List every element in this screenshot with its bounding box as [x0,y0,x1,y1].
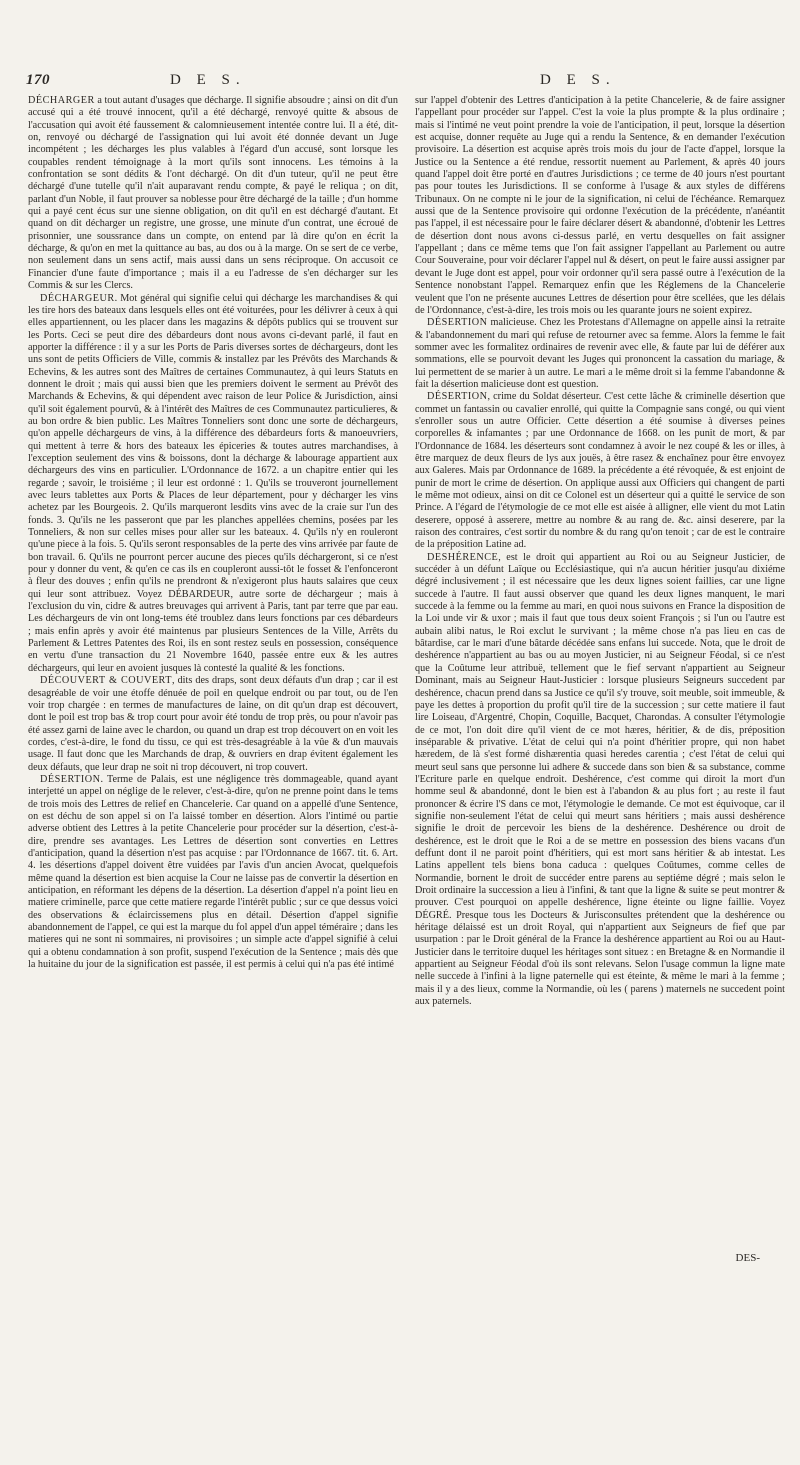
entry-text: a tout autant d'usages que décharge. Il signifie absoudre ; ainsi on dit d'un accusé qui a été trouvé innocent, qu'il a été déchargé, renvoyé quitte & absous de l'accusation qui avoit été faussement & calomnieusement intentée contre lui. Il a été, dit-on, renvoyé ou déchargé de l'assignation qui lui avoit été donnée devant un Juge incompétent ; les décharges les plus valables à l'égard d'un accusé, sont lorsque les coupables rendent témoignage à la mort qu'ils sont innocens. Les témoins à la confrontation se sont dédits & l'ont déchargé. On dit d'un tuteur, qu'il ne peut être déchargé d'une tutelle qu'il n'ait auparavant rendu compte, & payé le reliqua ; on dit, parlant d'un Noble, il faut prouver sa noblesse pour être déchargé de la taille ; d'un homme qui a payé cent écus sur une sienne obligation, on dit qu'il en est déchargé d'autant. Et quand on dit décharger un registre, une grosse, une minute d'un contrat, une écroué de prisonnier, une soussrance dans un compte, on entend par là dire qu'on en écrit la décharge, & qu'on en met la quittance au bas, au dos ou à la marge. On se sert de ce verbe, non seulement dans un sens actif, mais aussi dans un sens réciproque. On accusoit ce Financier d'une faute d'importance ; mais il a eu l'adresse de s'en décharger sur les Commis & sur les Clercs. [28,95,398,292]
dictionary-entry [28,675,398,774]
entry-text: , est le droit qui appartient au Roi ou au Seigneur Justicier, de succéder à un défunt Laïque ou Ecclésiastique, qui n'a aucun héritier jusqu'au dixiéme dégré inclusivement ; il est nécessaire que les deux lignes soient faillies, car une ligne succede à l'autre. Il faut aussi observer que quand les deux lignes manquent, le mari succede à la femme ou la femme au mari, en quoi nous suivons en France la disposition de la Loi unde vir & uxor ; mais il faut que tous deux soient François ; si l'un ou l'autre est aubain alibi natus, le Roi exclut le survivant ; la même chose n'a pas lieu en cas de bâtardise, car le mari d'une bâtarde décédée sans enfans lui succede. Nota, que le droit de deshérence n'appartient au bas ou au moyen Justicier, ni au Seigneur Féodal, si ce n'est que la Coûtume leur attribuë, tellement que le fief servant n'appartient au Seigneur Dominant, mais au Seigneur Haut-Justicier : lorsque plusieurs Seigneurs succedent par deshérence, chacun prend dans sa Justice ce qu'il s'y trouve, soit meuble, soit immeuble, & paye les dettes à proportion du profit qu'il tire de la succession ; sur cette matiere il faut lire Loiseau, d'Argentré, Chopin, Coquille, Bacquet, Charondas. A consulter l'étymologie de ce mot, l'on doit dire qu'il vient de ce mot hæres, héritier, & de dis, préposition inséparable & privative. L'état de celui qui n'a point d'héritier propre, qui non habet hæredem, de là s'est formé dishærentia quasi heredes carentia ; c'est l'état de celui qui meurt seul sans que personne lui adhere & succede dans son bien & sa substance, comme l'Ecriture parle en quelque endroit. Deshérence, c'est comme qui diroit la mort d'un homme seul & abandonné, dont le bien est à l'abandon & au plus fort ; au reste il faut prononcer & écrire l'S dans ce mot, l'étymologie le demande. Ce mot est équivoque, car il signifie non-seulement l'état de celui qui meurt sans héritiers ; mais aussi deshérence signifie le droit de percevoir les biens de la deshérence. Deshérence ou droit de deshérence, est le droit que le Roi a de se mettre en possession des biens vacans d'un deffunt dont il ne paroit point d'héritiers, qui est mort sans héritier & ab intestat. Les Latins appellent tels biens bona caduca : quelques Coûtumes, comme celles de Normandie, bornent le droit de succéder entre parens au septiéme dégré ; mais selon le Droit ordinaire la succession a lieu à l'infini, & tant que la ligne & suite se peut montrer & prouver. C'est pourquoi on appelle deshérence, ligne éteinte ou ligne faillie. Voyez DÉGRÉ. Presque tous les Docteurs & Jurisconsultes prétendent que la deshérence ou héritage délaissé est un droit Royal, qui n'appartient aux Seigneurs de fief que par usurpation : par le Droit général de la France la deshérence appartient au Roi ou au Haut-Justicier dans le territoire duquel les héritages sont situez : en Bretagne & en Normandie il appartient au Seigneur Féodal d'où ils sont relevans. Selon l'usage commun la ligne mate nelle succede à l'infini à la ligne paternelle qui est éteinte, & même le mari à la femme ; mais il y a des lieux, comme la Normandie, où les ( parens ) maternels ne succedent point aux paternels. [415,551,785,1008]
entry-headword: DÉSERTION [427,317,488,329]
entry-text: . Mot général qui signifie celui qui décharge les marchandises & qui les tire hors des bateaux dans lesquels elles ont été voiturées, pour les délivrer à ceux à qui elles appartiennent, ou les placer dans les magazins & dépôts publics qui se trouvent sur les Ports. Ceci se peut dire des débardeurs dont nous avons ci-devant parlé, il faut en apporter la différence : il y a sur les Ports de Paris diverses sortes de déchargeurs, dont les uns sont de petits Officiers de Ville, commis & installez par les Prévôts des Marchands & Echevins, & les autres sont des Maîtres de certaines Communautez, à qui leurs Statuts en donnent le droit ; mais qui aussi bien que les premiers doivent le serment au Prévôt des Marchands & Echevins, & qui dépendent avec raison de leur Police & Jurisdiction, ainsi qu'il soit également pourvû, & à l'intérêt des Maîtres de ces Communautez particulieres, & au bon ordre & bien public. Les Maîtres Tonneliers sont donc une sorte de déchargeurs, qu'on appelle déchargeurs de vins, à la différence des débardeurs forts & manoeuvriers, qui mettent à terre & hors des bateaux les épiceries & toutes autres marchandises, à l'exception seulement des vins & boissons, dont la décharge & labourage appartient aux déchargeurs des vins en particulier. L'Ordonnance de 1672. a un chapitre entier qui les regarde ; savoir, le troisiéme ; il leur est ordonné : 1. Qu'ils se trouveront journellement avec leurs tablettes aux Ports & Places de leur département, pour y décharger les vins achetez par les Bourgeois. 2. Qu'ils marqueront lesdits vins avec de la craie sur l'un des fonds. 3. Qu'ils ne les passeront que par les planches appellées chemins, posées par les Tonneliers, & non sur celles mises pour aller sur les bateaux. 4. Qu'ils n'y en rouleront qu'une piece à la fois. 5. Qu'ils seront responsables de la perte des vins arrivée par faute de bon travail. 6. Qu'ils ne pourront percer aucune des pieces qu'ils déchargeront, si ce n'est pour y donner du vent, & qu'en ce cas ils en coupleront aussi-tôt le fosset & l'enfonceront à fleur des douves ; enfin qu'ils ne prendront & n'exigeront plus hauts salaires que ceux qui leur sont attribuez. Voyez DÉBARDEUR, autre sorte de déchargeur ; mais à l'exclusion du vin, cidre & autres breuvages qui arrivent à Paris, tant par terre que par eau. Les déchargeurs de vin ont long-tems été troublez dans leurs fonctions par ces débardeurs ; mais enfin après y avoir été maintenus par plusieurs Sentences de la Ville, Arrêts du Parlement & Lettres Patentes des Roi, ils en sont restez seuls en possession, conséquence en vertu d'une transaction du 21 Novembre 1640, passée entre eux & les autres déchargeurs, qui leur en avoient jusques là contesté la qualité & les fonctions. [28,292,398,674]
entry-headword: DÉSERTION [40,773,101,785]
entry-headword: DÉCHARGER [28,95,95,106]
dictionary-entry [28,95,398,293]
entry-headword: DESHÉRENCE [427,551,499,563]
running-head-right: D E S. [540,72,616,88]
dictionary-entry [415,95,785,317]
entry-text: , crime du Soldat déserteur. C'est cette lâche & criminelle désertion que commet un fantassin ou cavalier enrollé, qui quitte la Compagnie sans congé, ou qui vient s'enroller sous un autre Officier. Cette désertion a été soumise à diverses peines corporelles & infamantes ; par une Ordonnance de 1668. on les punit de mort, & par l'Ordonnance de 1684. les déserteurs sont condamnez à avoir le nez coupé & les or illes, à être marquez de deux fleurs de lys aux jouës, à être rasez & enchaînez pour être envoyez aux Galeres. Mais par Ordonnance de 1689. la précédente a été révoquée, & est enjoint de punir de mort le crime de désertion. On applique aussi aux Officiers qui changent de parti le même mot odieux, ainsi on dit ce Colonel est un déserteur qui a quitté le service de son Prince. A l'égard de l'étymologie de ce mot elle est aisée à alligner, elle vient du mot Latin deserere, opposé à asserere, mettre au nombre & au rang de. &c. ainsi deserere, par la raison des contraires, c'est sortir du nombre & du rang qu'on tenoit ; car de est le contraire de la préposition Latine ad. [415,391,785,551]
entry-text: sur l'appel d'obtenir des Lettres d'anticipation à la petite Chancelerie, & de faire assigner l'appellant pour procéder sur l'appel. C'est la voie la plus prompte & la plus ordinaire ; mais si l'intimé ne veut point prendre la voie de l'anticipation, il peut, lorsque la désertion est acquise, donner requête au Juge qui a rendu la Sentence, & en demander l'exécution provisoire. La désertion est acquise après trois mois du jour de l'acte d'appel, lorsque la Justice ou la Sentence a été rendue, ressortit nuement au Parlement, & après 40 jours quand l'appel doit être porté en d'autres Jurisdictions ; ce terme de 40 jours n'est pourtant pas pour toutes les Jurisdictions. Il se conforme à l'usage & aux styles de différens Tribunaux. On ne compte ni le jour de la signification, ni celui de l'échéance. Remarquez aussi que de la Sentence provisoire qui ordonne l'exécution de la précédente, n'anéantit pas l'appel, il est nécessaire pour le faire déclarer désert & abandonné, d'obtenir les Lettres de désertion dont nous avons ci-dessus parlé, en vertu desquelles on fait assigner l'appellant ; dans ce même tems que l'on fait assigner l'appellant au Parlement ou autre Cour Souveraine, pour voir déclarer l'appel nul & désert, on peut le faire aussi assigner par devant le Juge dont est appel, pour voir ordonner qu'il sera passé outre à l'exécution de la Sentence nonobstant l'appel. Remarquez enfin que les Réglemens de la Chancelerie veulent que l'on ne présente aucunes Lettres de désertion pour être scellées, que les délais de l'Ordonnance, c'est-à-dire, les trois mois ou les quarante jours ne soient expirez. [415,95,785,316]
entry-headword: DÉSERTION [427,391,488,403]
catchword: DES- [735,1252,760,1264]
dictionary-entry [415,552,785,1009]
right-column [415,95,785,1008]
entry-headword: DÉCOUVERT & COUVERT [40,675,172,687]
dictionary-entry [28,293,398,676]
left-column [28,95,398,971]
running-head-left: D E S. [170,72,246,88]
page-number: 170 [26,72,50,88]
entry-text: malicieuse. Chez les Protestans d'Allemagne on appelle ainsi la retraite & l'abandonnement du mari qui refuse de retourner avec sa femme. Alors la femme le fait sommer avec les formalitez ordinaires de revenir avec elle, & faute par lui de déférer aux sommations, elle se pourvoit devant les Juges qui prononcent la cassation du mariage, & lui permettent de se marier à un autre. Le mari a le même droit si la femme l'abandonne & fait la désertion malicieuse dont est question. [415,317,785,390]
dictionary-entry [415,317,785,391]
entry-text: , dits des draps, sont deux défauts d'un drap ; car il est desagréable de voir une étoffe dénuée de poil en quelque endroit ou par tout, ou de l'en voir trop chargée : en termes de manufactures de laine, on dit qu'un drap est découvert, dont le poil est trop bas & trop court pour avoir été tondu de trop près, ou pour n'avoir pas été assez garni de laine avec le chardon, ou quand un drap est trop découvert on en voit les cordes, c'est-à-dire, le fond du tissu, ce qui est très-desagréable à la vûe & d'un mauvais usage. Il faut donc que les Marchands de drap, & ouvriers en drap évitent également les deux défauts, que leur drap ne soit ni trop découvert, ni trop couvert. [28,675,398,773]
entry-text: . Terme de Palais, est une négligence très dommageable, quand ayant interjetté un appel on néglige de le relever, c'est-à-dire, qu'on ne prenne point dans le tems de trois mois des Lettres de relief en Chancelerie. Car quand on a appellé d'une Sentence, on est déchu de son appel si on l'a laissé tomber en désertion. Alors l'intimé ou partie adverse obtient des Lettres à la petite Chancelerie pour procéder sur la désertion, c'est-à-dire, prendre ses avantages. Les Lettres de désertion sont converties en Lettres d'anticipation, quand la désertion n'est pas acquise : par l'Ordonnance de 1667. tit. 6. Art. 4. les désertions d'appel doivent être vuidées par l'avis d'un ancien Avocat, quelquefois même quand la désertion est bien acquise la Cour ne laisse pas de convertir la désertion en anticipation, en réformant les dépens de la désertion. La désertion d'appel n'a point lieu en matiere criminelle, parce que cette matiere regarde l'intérêt public ; sur ce que dessus voici des observations & éclaircissemens plus en détail. Désertion d'appel signifie abandonnement de l'appel, ce qui est la marque du fol appel d'un appel téméraire ; dans les matieres qui ne sont ni sommaires, ni provisoires ; un simple acte d'appel signifié à celui qui a obtenu condamnation à son profit, suspend l'exécution de la Sentence ; mais dès que la huitaine du jour de la signification est passée, il est permis à celui qui n'a pas été intimé [28,773,398,971]
entry-headword: DÉCHARGEUR [40,292,115,304]
dictionary-entry [28,774,398,972]
dictionary-entry [415,391,785,551]
